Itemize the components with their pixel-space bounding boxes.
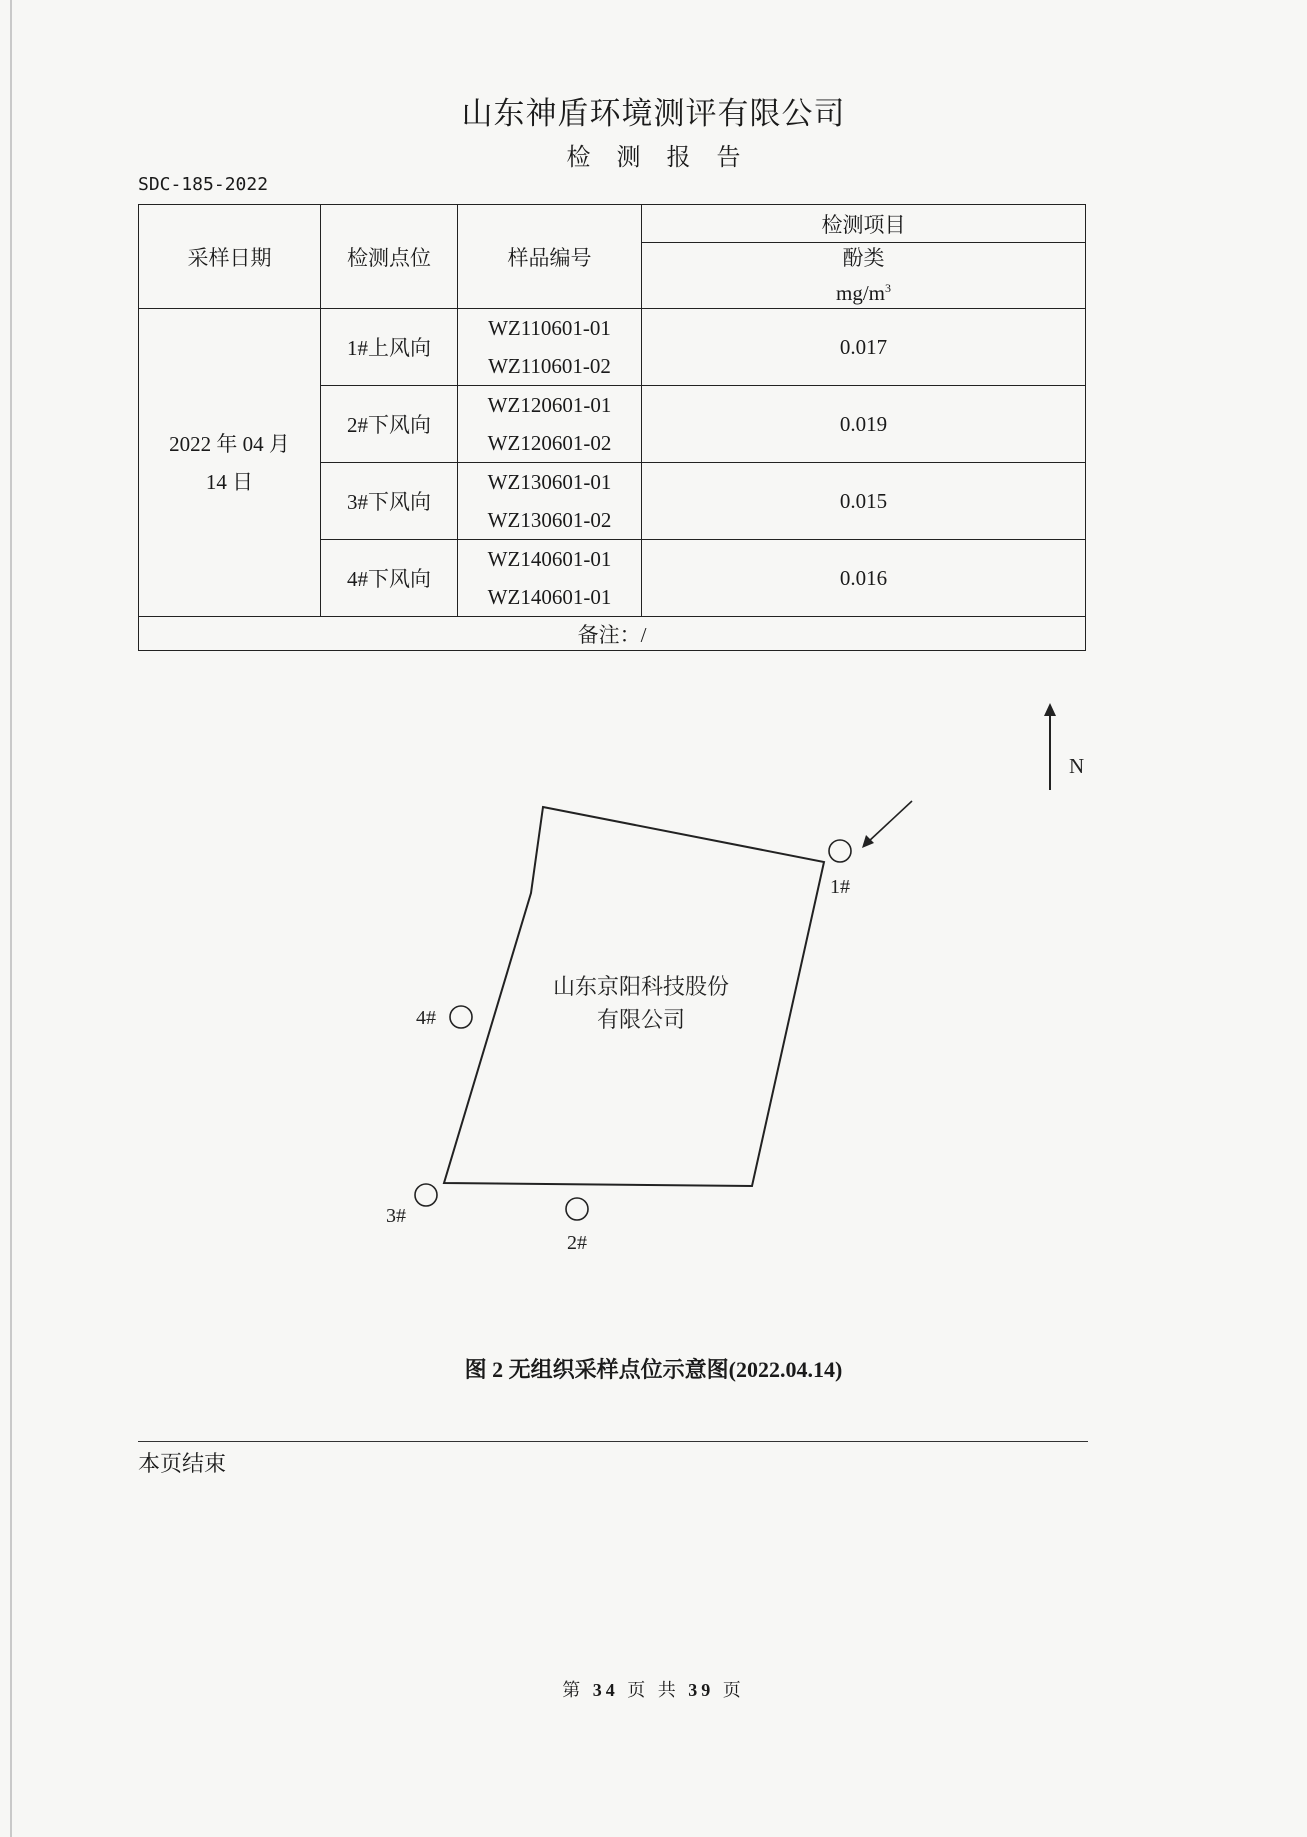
sample-id-cell bbox=[458, 309, 642, 386]
header-test-point: 检测点位 bbox=[321, 205, 458, 309]
current-page: 34 bbox=[592, 1680, 619, 1700]
value-cell: 0.017 bbox=[642, 309, 1086, 386]
header-sampling-date: 采样日期 bbox=[139, 205, 321, 309]
header-phenols-cell bbox=[642, 243, 1086, 309]
date-line-2: 14 日 bbox=[205, 469, 254, 494]
report-title: 检测报告 bbox=[566, 145, 767, 171]
unit-base: mg/m bbox=[835, 281, 885, 305]
remark-cell: 备注：/ bbox=[139, 617, 1086, 651]
sampling-point-1-icon bbox=[829, 840, 851, 862]
sample-id-cell bbox=[458, 386, 642, 463]
end-of-page-text: 本页结束 bbox=[138, 1451, 227, 1476]
sampling-point-1-label: 1# bbox=[830, 876, 850, 898]
remark-row bbox=[139, 617, 1086, 651]
unit-exponent: 3 bbox=[885, 281, 891, 295]
point-cell: 2#下风向 bbox=[321, 386, 458, 463]
wind-direction-arrow-icon bbox=[862, 835, 874, 848]
report-number: SDC-185-2022 bbox=[138, 174, 269, 195]
page-middle: 页 共 bbox=[627, 1680, 680, 1700]
sample-id-b: WZ130601-02 bbox=[487, 508, 612, 532]
test-results-table bbox=[138, 204, 1086, 651]
company-name: 山东神盾环境测评有限公司 bbox=[461, 96, 846, 132]
figure-caption: 图 2 无组织采样点位示意图(2022.04.14) bbox=[464, 1357, 843, 1382]
sample-id-cell bbox=[458, 463, 642, 540]
table-row bbox=[139, 309, 1086, 386]
header-phenols: 酚类 bbox=[842, 246, 885, 270]
sample-id-b: WZ120601-02 bbox=[487, 431, 612, 455]
point-cell: 1#上风向 bbox=[321, 309, 458, 386]
value-cell: 0.016 bbox=[642, 540, 1086, 617]
header-sample-id: 样品编号 bbox=[458, 205, 642, 309]
sampling-point-3-icon bbox=[415, 1184, 437, 1206]
sampling-point-4-icon bbox=[450, 1006, 472, 1028]
sample-id-b: WZ140601-01 bbox=[487, 585, 612, 609]
sample-id-a: WZ120601-01 bbox=[487, 393, 612, 417]
page-number bbox=[0, 1676, 1307, 1702]
sample-id-a: WZ130601-01 bbox=[487, 470, 612, 494]
header-test-item-group: 检测项目 bbox=[642, 205, 1086, 243]
site-name-line-1: 山东京阳科技股份 bbox=[552, 975, 730, 1000]
page-suffix: 页 bbox=[722, 1680, 745, 1700]
sampling-point-2-label: 2# bbox=[567, 1232, 587, 1254]
point-cell: 3#下风向 bbox=[321, 463, 458, 540]
page-prefix: 第 bbox=[562, 1680, 585, 1700]
sampling-date-cell bbox=[139, 309, 321, 617]
page-edge-line bbox=[10, 0, 12, 1837]
site-name-line-2: 有限公司 bbox=[596, 1008, 686, 1033]
date-line-1: 2022 年 04 月 bbox=[169, 431, 290, 456]
sampling-point-4-label: 4# bbox=[416, 1007, 436, 1029]
sample-id-a: WZ110601-01 bbox=[488, 316, 611, 340]
sampling-point-3-label: 3# bbox=[386, 1205, 406, 1227]
north-label: N bbox=[1069, 754, 1085, 778]
factory-boundary bbox=[444, 807, 824, 1186]
sample-id-cell bbox=[458, 540, 642, 617]
north-arrow-icon bbox=[1044, 703, 1056, 716]
header-unit bbox=[642, 273, 1085, 308]
sample-id-a: WZ140601-01 bbox=[487, 547, 612, 571]
point-cell: 4#下风向 bbox=[321, 540, 458, 617]
wind-direction-line bbox=[868, 801, 912, 842]
value-cell: 0.019 bbox=[642, 386, 1086, 463]
sampling-point-2-icon bbox=[566, 1198, 588, 1220]
total-pages: 39 bbox=[688, 1680, 715, 1700]
end-divider bbox=[138, 1441, 1088, 1442]
value-cell: 0.015 bbox=[642, 463, 1086, 540]
sample-id-b: WZ110601-02 bbox=[488, 354, 611, 378]
